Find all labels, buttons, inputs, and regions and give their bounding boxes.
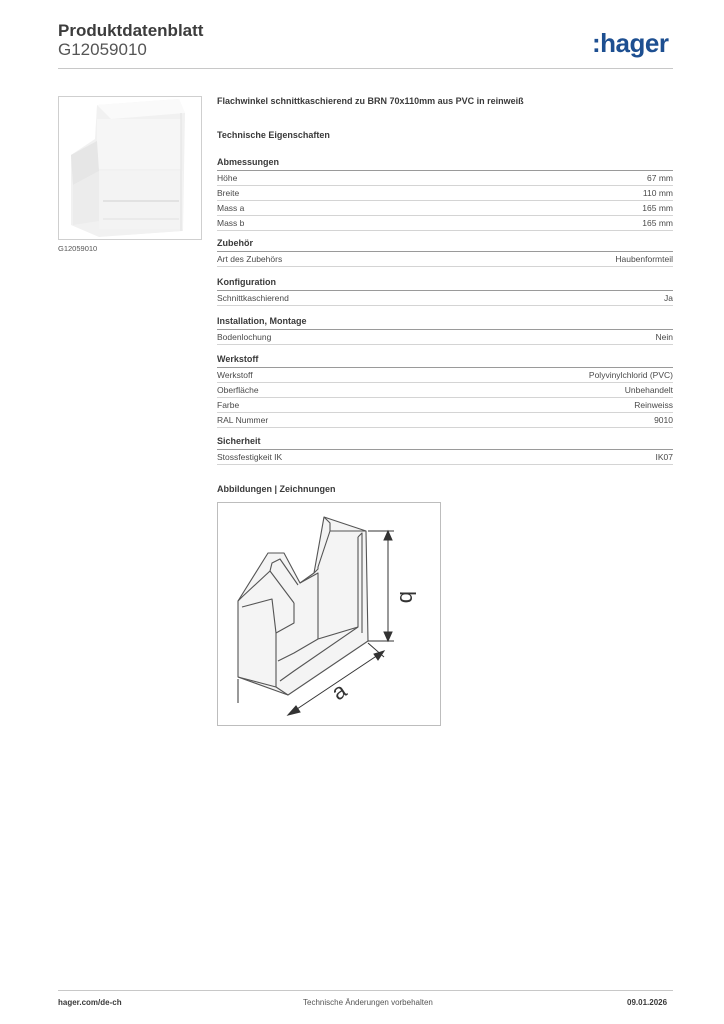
spec-label: Bodenlochung xyxy=(217,332,272,342)
section-title: Konfiguration xyxy=(217,277,673,291)
spec-label: Mass b xyxy=(217,218,245,228)
spec-label: Farbe xyxy=(217,400,240,410)
technical-drawing-svg xyxy=(218,503,440,725)
spec-label: Breite xyxy=(217,188,240,198)
spec-row xyxy=(217,216,673,231)
technical-drawing xyxy=(217,502,441,726)
section-title: Sicherheit xyxy=(217,436,673,450)
spec-row xyxy=(217,201,673,216)
spec-row xyxy=(217,368,673,383)
spec-label: Stossfestigkeit IK xyxy=(217,452,283,462)
figures-heading: Abbildungen | Zeichnungen xyxy=(217,484,336,494)
spec-row xyxy=(217,383,673,398)
spec-value: 110 mm xyxy=(642,188,673,198)
spec-label: RAL Nummer xyxy=(217,415,269,425)
product-photo-drawing xyxy=(59,97,201,239)
spec-row xyxy=(217,291,673,306)
section-werkstoff xyxy=(217,354,673,428)
product-description: Flachwinkel schnittkaschierend zu BRN 70x110mm aus PVC in reinweiß xyxy=(217,96,524,106)
spec-row xyxy=(217,252,673,267)
footer-note: Technische Änderungen vorbehalten xyxy=(303,998,433,1007)
spec-row xyxy=(217,413,673,428)
spec-label: Werkstoff xyxy=(217,370,253,380)
section-sicherheit xyxy=(217,436,673,465)
spec-value: Haubenformteil xyxy=(615,254,673,264)
spec-value: 9010 xyxy=(654,415,673,425)
spec-row xyxy=(217,450,673,465)
footer-website[interactable]: hager.com/de-ch xyxy=(58,998,122,1007)
section-title: Zubehör xyxy=(217,238,673,252)
spec-value: Nein xyxy=(655,332,673,342)
spec-value: Reinweiss xyxy=(634,400,673,410)
spec-value: IK07 xyxy=(655,452,673,462)
spec-label: Schnittkaschierend xyxy=(217,293,289,303)
photo-caption: G12059010 xyxy=(58,244,98,253)
spec-value: Unbehandelt xyxy=(624,385,673,395)
product-code: G12059010 xyxy=(58,40,147,59)
section-konfiguration xyxy=(217,277,673,306)
footer-divider xyxy=(58,990,673,991)
section-abmessungen xyxy=(217,157,673,231)
page-title: Produktdatenblatt xyxy=(58,21,204,40)
spec-label: Höhe xyxy=(217,173,238,183)
spec-value: 165 mm xyxy=(642,218,673,228)
spec-label: Mass a xyxy=(217,203,245,213)
section-title: Werkstoff xyxy=(217,354,673,368)
section-title: Installation, Montage xyxy=(217,316,673,330)
spec-row xyxy=(217,171,673,186)
header-divider xyxy=(58,68,673,69)
tech-heading: Technische Eigenschaften xyxy=(217,130,330,140)
dimension-label-b: b xyxy=(395,591,420,604)
spec-row xyxy=(217,186,673,201)
product-photo xyxy=(58,96,202,240)
section-installation xyxy=(217,316,673,345)
section-title: Abmessungen xyxy=(217,157,673,171)
spec-value: Polyvinylchlorid (PVC) xyxy=(588,370,673,380)
spec-value: Ja xyxy=(664,293,673,303)
spec-value: 67 mm xyxy=(647,173,673,183)
spec-label: Art des Zubehörs xyxy=(217,254,283,264)
section-zubehoer xyxy=(217,238,673,267)
hager-logo[interactable]: :hager xyxy=(592,28,669,58)
spec-value: 165 mm xyxy=(642,203,673,213)
footer-date: 09.01.2026 xyxy=(627,998,668,1007)
spec-label: Oberfläche xyxy=(217,385,259,395)
dimension-label-a: a xyxy=(326,677,351,706)
spec-row xyxy=(217,398,673,413)
spec-row xyxy=(217,330,673,345)
